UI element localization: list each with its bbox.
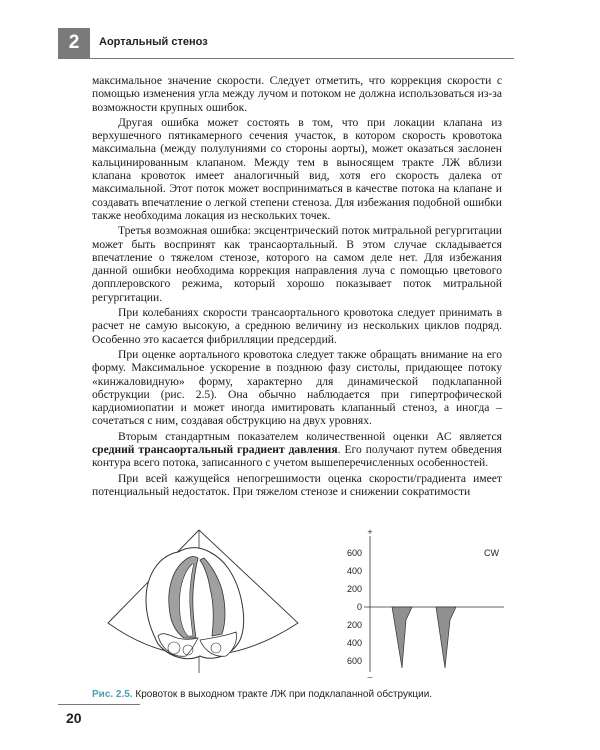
dagger-flow-signal-1 [392, 607, 412, 668]
body-text [92, 74, 502, 500]
paragraph-4: При колебаниях скорости трансаортального кровотока следует принимать в расчет не самую высокую, а среднюю величину из нескольких циклов подряд. Особенно это касается фибрилляции предсердий. [92, 306, 502, 346]
chapter-title: Аортальный стеноз [99, 36, 208, 48]
caption-text: Кровоток в выходном тракте ЛЖ при подклапанной обструкции. [132, 689, 433, 700]
paragraph-5: При оценке аортального кровотока следует также обращать внимание на его форму. Максимальное ускорение в позднюю фазу систолы, придающее потоку «кинжаловидную» форму, характерно для динамической подклапанной обструкции (рис. 2.5). Она обычно наблюдается при гипертрофической кардиомиопатии и может иногда имитировать клапанный стеноз, а иногда – сочетаться с ним, создавая обструкцию на двух уровнях. [92, 347, 502, 428]
figure-2-5 [92, 528, 512, 678]
paragraph-6-start: Вторым стандартным показателем количественной оценки АС является [118, 429, 502, 443]
caption-label: Рис. 2.5. [92, 689, 133, 700]
minus-sign-label: – [367, 672, 373, 678]
paragraph-6-end: . Его получают путем обведения контура всего потока, записанного с учетом вышеперечисленных особенностей. [92, 443, 502, 470]
paragraph-6-bold-term: средний трансаортальный градиент давления [92, 443, 338, 457]
header-divider [58, 58, 514, 59]
chapter-number-badge: 2 [58, 28, 90, 58]
tick-label-400-up: 400 [346, 566, 362, 576]
dagger-flow-signal-2 [436, 607, 456, 668]
paragraph-7: При всей кажущейся непогрешимости оценка скорости/градиента имеет потенциальный недостаток. При тяжелом стенозе и снижении сократимости [92, 471, 502, 498]
paragraph-2: Другая ошибка может состоять в том, что при локации клапана из верхушечного пятикамерного сечения участок, в котором скорость кровотока максимальна (между полулуниями со стороны аорты), может оказаться заслонен кальцинированным клапаном. Между тем в выносящем тракте ЛЖ вблизи клапана кровоток имеет аналогичный вид, хотя его скорость далека от максимальной. Этот поток может восприниматься в качестве потока на клапане и создавать впечатление о легкой степени стеноза. Для избежания подобной ошибки также необходима локация из нескольких точек. [92, 115, 502, 222]
tick-label-200-up: 200 [346, 584, 362, 594]
page-number: 20 [66, 710, 82, 726]
footer-divider [58, 704, 140, 705]
cw-mode-label: CW [484, 548, 499, 558]
figure-caption [92, 689, 512, 700]
tick-label-200-down: 200 [346, 620, 362, 630]
tick-label-600-up: 600 [346, 548, 362, 558]
tick-label-400-down: 400 [346, 638, 362, 648]
plus-sign-label: + [367, 528, 373, 537]
doppler-spectrum-chart [324, 528, 514, 678]
tick-label-zero: 0 [356, 602, 362, 612]
echo-sector-illustration [92, 528, 307, 678]
tick-label-600-down: 600 [346, 656, 362, 666]
paragraph-6 [92, 430, 502, 470]
paragraph-1: максимальное значение скорости. Следует отметить, что коррекция скорости с помощью изменения угла между лучом и потоком не должна использоваться из-за возможности крупных ошибок. [92, 74, 502, 114]
paragraph-3: Третья возможная ошибка: эксцентрический поток митральной регургитации может быть воспринят как трансаортальный. В этом случае складывается впечатление о тяжелом стенозе, которого на самом деле нет. Для избежания данной ошибки необходима коррекция направления луча с помощью цветового допплеровского режима, который хорошо показывает поток митральной регургитации. [92, 224, 502, 304]
